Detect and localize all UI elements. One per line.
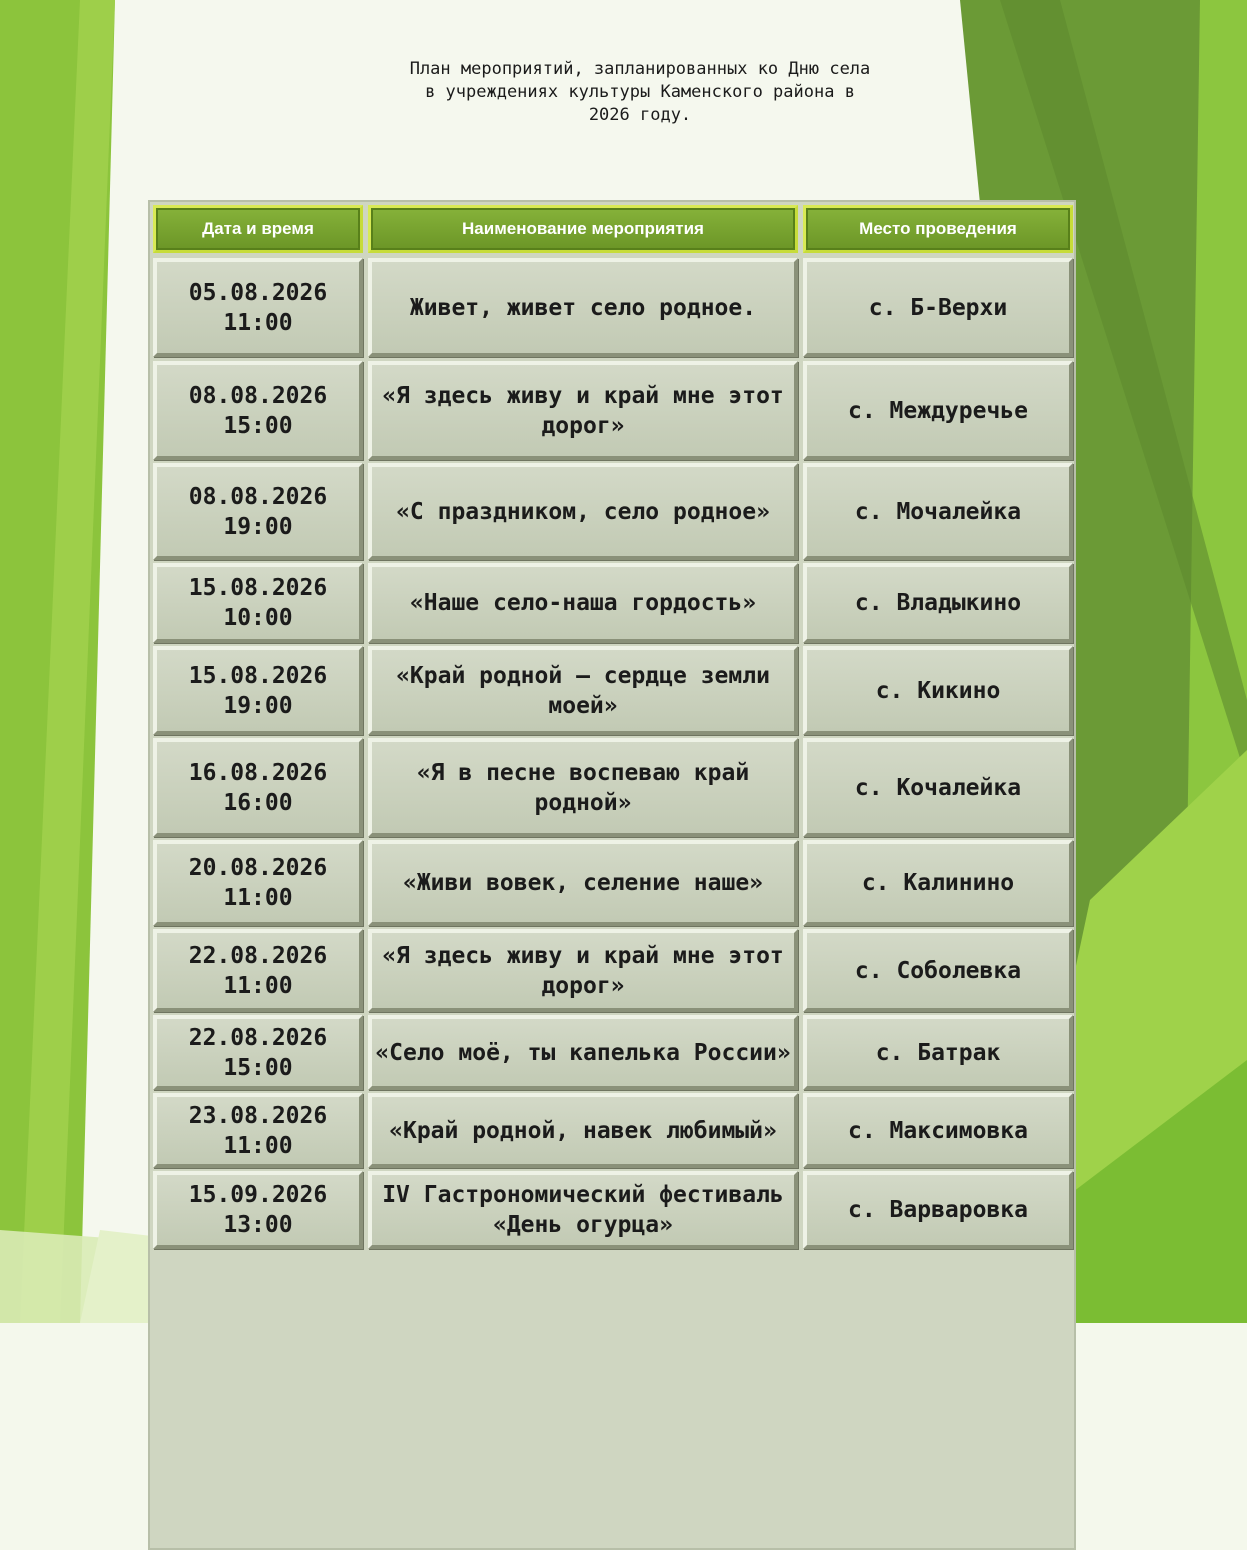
event-name-cell [368, 563, 798, 643]
date-cell [153, 1171, 363, 1249]
event-date: 15.09.2026 [188, 1182, 328, 1208]
event-name-cell [368, 463, 798, 560]
event-place: с. Калинино [861, 870, 1015, 896]
event-date: 08.08.2026 [188, 382, 328, 409]
header-event: Наименование мероприятия [368, 205, 798, 253]
event-name-line: родной» [534, 789, 632, 816]
event-name-line: «Я в песне воспеваю край [416, 759, 750, 786]
date-cell [153, 738, 363, 837]
event-name-cell [368, 1015, 798, 1090]
event-place: с. Соболевка [854, 957, 1022, 984]
event-date: 05.08.2026 [188, 279, 328, 306]
event-place: с. Варваровка [847, 1197, 1028, 1223]
event-date: 15.08.2026 [188, 662, 328, 689]
date-cell [153, 840, 363, 926]
event-name-cell [368, 646, 798, 735]
event-name-cell [368, 361, 798, 460]
event-name-line: дорог» [541, 972, 625, 999]
place-cell [803, 1093, 1073, 1168]
event-time: 10:00 [223, 605, 293, 631]
event-name-line: «Край родной, навек любимый» [389, 1117, 777, 1144]
event-name-line: «Я здесь живу и край мне этот [382, 942, 784, 969]
event-place: с. Междуречье [847, 397, 1028, 424]
place-cell [803, 563, 1073, 643]
event-name-line: «С праздником, село родное» [396, 498, 770, 525]
event-date: 22.08.2026 [188, 942, 328, 969]
event-time: 11:00 [223, 309, 293, 336]
place-cell [803, 1015, 1073, 1090]
date-cell [153, 646, 363, 735]
event-name-cell [368, 258, 798, 357]
place-cell [803, 463, 1073, 560]
event-name-cell [368, 1093, 798, 1168]
event-place: с. Б-Верхи [868, 294, 1008, 321]
date-cell [153, 463, 363, 560]
place-cell [803, 646, 1073, 735]
date-cell [153, 258, 363, 357]
event-name-line: «Село моё, ты капелька России» [375, 1039, 791, 1066]
event-name-cell [368, 738, 798, 837]
place-cell [803, 361, 1073, 460]
event-time: 19:00 [223, 513, 293, 540]
event-name-cell [368, 1171, 798, 1249]
event-name-line: «Наше село-наша гордость» [409, 590, 757, 616]
event-date: 16.08.2026 [188, 759, 328, 786]
event-time: 11:00 [223, 972, 293, 999]
place-cell [803, 840, 1073, 926]
event-place: с. Батрак [875, 1039, 1001, 1066]
event-name-line: моей» [548, 692, 618, 719]
event-name-line: Живет, живет село родное. [409, 294, 757, 321]
event-name-line: IV Гастрономический фестиваль [382, 1182, 784, 1208]
event-name-cell [368, 840, 798, 926]
page-title [340, 58, 940, 127]
event-time: 19:00 [223, 692, 293, 719]
event-name-line: «Я здесь живу и край мне этот [382, 382, 784, 409]
event-place: с. Кикино [875, 677, 1001, 704]
date-cell [153, 1093, 363, 1168]
event-name-line: дорог» [541, 412, 625, 439]
event-time: 15:00 [223, 1054, 293, 1081]
date-cell [153, 563, 363, 643]
header-date: Дата и время [153, 205, 363, 253]
event-date: 22.08.2026 [188, 1024, 328, 1051]
event-time: 11:00 [223, 1132, 293, 1159]
title-line-2: в учреждениях культуры Каменского района в [425, 82, 855, 102]
place-cell [803, 1171, 1073, 1249]
title-line-1: План мероприятий, запланированных ко Дню села [409, 59, 871, 79]
event-place: с. Мочалейка [854, 498, 1022, 525]
place-cell [803, 738, 1073, 837]
event-date: 20.08.2026 [188, 855, 328, 881]
event-time: 11:00 [223, 885, 293, 911]
date-cell [153, 929, 363, 1012]
event-time: 15:00 [223, 412, 293, 439]
event-time: 16:00 [223, 789, 293, 816]
event-name-cell [368, 929, 798, 1012]
event-name-line: «День огурца» [492, 1212, 673, 1238]
event-time: 13:00 [223, 1212, 293, 1238]
events-table [148, 200, 1076, 1550]
event-place: с. Максимовка [847, 1117, 1028, 1144]
event-date: 23.08.2026 [188, 1102, 328, 1129]
event-name-line: «Живи вовек, селение наше» [402, 870, 764, 896]
date-cell [153, 361, 363, 460]
header-place: Место проведения [803, 205, 1073, 253]
event-place: с. Кочалейка [854, 774, 1022, 801]
title-line-3: 2026 году. [588, 105, 692, 125]
date-cell [153, 1015, 363, 1090]
place-cell [803, 929, 1073, 1012]
event-date: 15.08.2026 [188, 575, 328, 601]
place-cell [803, 258, 1073, 357]
event-name-line: «Край родной – сердце земли [396, 662, 770, 689]
event-date: 08.08.2026 [188, 483, 328, 510]
event-place: с. Владыкино [854, 590, 1022, 616]
